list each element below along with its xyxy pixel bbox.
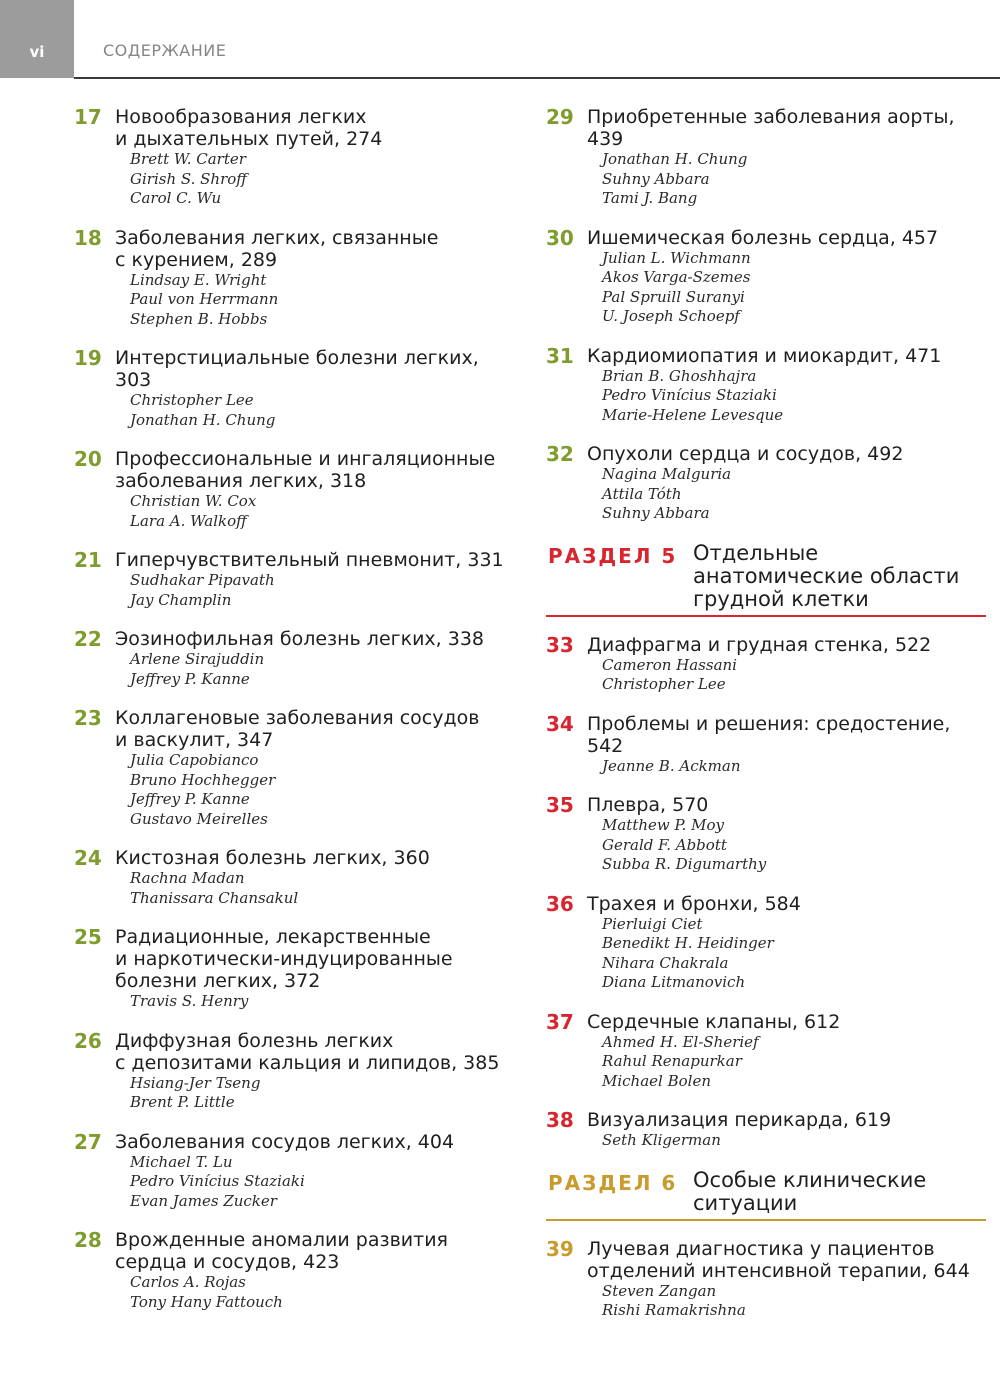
author-name: Pedro Vinícius Staziaki xyxy=(602,386,777,404)
author-name: Cameron Hassani xyxy=(602,655,737,674)
chapter-number: 29 xyxy=(546,105,574,129)
author-name: Pal Spruill Suranyi xyxy=(602,287,745,306)
author-name: Attila Tóth xyxy=(602,484,682,503)
author-name: Paul von Herrmann xyxy=(130,290,279,308)
author-name: Stephen B. Hobbs xyxy=(130,309,268,328)
chapter-title-line: Ишемическая болезнь сердца, 457 xyxy=(587,226,939,249)
chapter-title-line: Опухоли сердца и сосудов, 492 xyxy=(587,443,904,465)
chapter-title-line: Диафрагма и грудная стенка, 522 xyxy=(587,633,932,656)
chapter-number: 24 xyxy=(74,846,102,870)
chapter-number: 33 xyxy=(546,632,574,657)
toc-entry xyxy=(546,713,986,777)
chapter-number: 19 xyxy=(74,346,102,370)
author-name: Jeffrey P. Kanne xyxy=(130,669,250,688)
chapter-title-line: Гиперчувствительный пневмонит, 331 xyxy=(115,549,504,571)
chapter-number: 18 xyxy=(74,225,102,250)
author-name: Girish S. Shroff xyxy=(130,169,247,188)
author-name: Steven Zangan xyxy=(602,1281,717,1300)
toc-entry xyxy=(74,628,514,689)
author-name: Matthew P. Moy xyxy=(602,816,724,834)
toc-entry xyxy=(74,707,514,829)
chapter-title-line: Эозинофильная болезнь легких, 338 xyxy=(115,628,485,650)
section-6-heading xyxy=(546,1169,986,1226)
author-name: Arlene Sirajuddin xyxy=(130,650,265,668)
chapter-title-line: сердца и сосудов, 423 xyxy=(115,1251,340,1273)
author-name: Carol C. Wu xyxy=(130,189,222,207)
chapter-number: 22 xyxy=(74,627,102,651)
chapter-number: 20 xyxy=(74,447,102,471)
section-rule xyxy=(546,1219,986,1221)
chapter-title-line: Трахея и бронхи, 584 xyxy=(587,892,801,915)
chapter-title-line: Профессиональные и ингаляционные xyxy=(115,448,496,470)
toc-entry xyxy=(74,1229,514,1312)
author-name: Jonathan H. Chung xyxy=(602,150,748,168)
author-name: Lara A. Walkoff xyxy=(130,511,247,530)
toc-entry xyxy=(546,634,986,695)
section-title-line: Особые клинические xyxy=(693,1167,927,1192)
toc-entry xyxy=(546,794,986,875)
author-name: Brett W. Carter xyxy=(130,150,246,168)
chapter-number: 26 xyxy=(74,1028,102,1053)
toc-right-top xyxy=(546,106,986,524)
author-name: Christian W. Cox xyxy=(130,492,257,510)
section-title-line: Отдельные xyxy=(693,540,819,565)
author-name: Christopher Lee xyxy=(130,391,254,409)
author-name: Rachna Madan xyxy=(130,869,245,887)
author-name: Travis S. Henry xyxy=(130,992,249,1010)
section-title-line: ситуации xyxy=(693,1190,798,1215)
running-title: СОДЕРЖАНИЕ xyxy=(103,41,227,60)
chapter-title-line: Кардиомиопатия и миокардит, 471 xyxy=(587,344,942,367)
section-title xyxy=(693,1169,986,1215)
chapter-title-line: Новообразования легких xyxy=(115,106,367,128)
chapter-number: 23 xyxy=(74,706,102,730)
section-label: РАЗДЕЛ 6 xyxy=(548,1170,678,1195)
chapter-title-line: с депозитами кальция и липидов, 385 xyxy=(115,1051,500,1074)
chapter-number: 28 xyxy=(74,1228,102,1252)
chapter-number: 21 xyxy=(74,548,102,572)
author-name: Seth Kligerman xyxy=(602,1131,721,1149)
toc-entry xyxy=(74,227,514,330)
author-name: Jeffrey P. Kanne xyxy=(130,790,250,808)
chapter-number: 36 xyxy=(546,891,574,916)
author-name: Sudhakar Pipavath xyxy=(130,571,275,589)
toc-entry xyxy=(74,347,514,430)
toc-entry xyxy=(546,106,986,209)
author-name: Michael Bolen xyxy=(602,1071,711,1090)
chapter-title-line: отделений интенсивной терапии, 644 xyxy=(587,1259,970,1282)
chapter-title-line: Визуализация перикарда, 619 xyxy=(587,1109,892,1131)
author-name: Bruno Hochhegger xyxy=(130,770,276,789)
section-rule xyxy=(546,615,986,617)
chapter-number: 35 xyxy=(546,793,574,817)
chapter-title-line: заболевания легких, 318 xyxy=(115,470,367,492)
author-name: Subba R. Digumarthy xyxy=(602,855,767,873)
section-title-line: анатомические области xyxy=(693,563,960,588)
chapter-title-line: и наркотически-индуцированные xyxy=(115,948,453,970)
chapter-number: 34 xyxy=(546,711,574,736)
author-name: Brent P. Little xyxy=(130,1093,235,1111)
chapter-title-line: и дыхательных путей, 274 xyxy=(115,128,383,150)
author-name: Rishi Ramakrishna xyxy=(602,1301,746,1319)
author-name: Marie-Helene Levesque xyxy=(602,405,784,424)
author-name: Suhny Abbara xyxy=(602,169,710,188)
toc-right-mid xyxy=(546,634,986,1151)
toc-right-column xyxy=(546,106,986,1339)
author-name: Evan James Zucker xyxy=(130,1191,277,1210)
toc-entry xyxy=(546,345,986,426)
toc-right-bottom xyxy=(546,1238,986,1321)
author-name: Pedro Vinícius Staziaki xyxy=(130,1172,305,1190)
toc-entry xyxy=(74,1131,514,1212)
author-name: Pierluigi Ciet xyxy=(602,914,703,933)
toc-left-column xyxy=(74,106,514,1330)
chapter-title-line: Коллагеновые заболевания сосудов xyxy=(115,707,480,729)
author-name: Gustavo Meirelles xyxy=(130,809,268,828)
author-name: Akos Varga-Szemes xyxy=(602,268,751,286)
author-name: Brian B. Ghoshhajra xyxy=(602,366,757,385)
author-name: Jay Champlin xyxy=(130,590,232,609)
chapter-title-line: Приобретенные заболевания аорты, 439 xyxy=(587,106,955,150)
chapter-title-line: болезни легких, 372 xyxy=(115,970,321,992)
author-name: Ahmed H. El-Sherief xyxy=(602,1032,759,1051)
toc-entry xyxy=(74,847,514,908)
page-header xyxy=(0,0,1000,80)
author-name: Tony Hany Fattouch xyxy=(130,1292,283,1311)
author-name: Jonathan H. Chung xyxy=(130,410,276,429)
header-divider xyxy=(74,77,1000,79)
chapter-number: 39 xyxy=(546,1236,574,1261)
chapter-number: 31 xyxy=(546,343,574,368)
chapter-title-line: Врожденные аномалии развития xyxy=(115,1229,448,1251)
chapter-title-line: Интерстициальные болезни легких, 303 xyxy=(115,347,479,391)
author-name: Nagina Malguria xyxy=(602,465,732,483)
author-name: Nihara Chakrala xyxy=(602,953,729,972)
author-name: Rahul Renapurkar xyxy=(602,1052,742,1070)
author-name: Julian L. Wichmann xyxy=(602,248,751,267)
chapter-number: 17 xyxy=(74,105,102,129)
toc-entry xyxy=(546,1238,986,1321)
chapter-title-line: Проблемы и решения: средостение, xyxy=(587,712,951,735)
chapter-title-line: Кистозная болезнь легких, 360 xyxy=(115,847,430,869)
section-title xyxy=(693,542,986,611)
toc-entry xyxy=(74,549,514,610)
author-name: U. Joseph Schoepf xyxy=(602,307,740,325)
author-name: Suhny Abbara xyxy=(602,504,710,522)
author-name: Lindsay E. Wright xyxy=(130,270,267,289)
toc-entry xyxy=(546,893,986,993)
chapter-number: 27 xyxy=(74,1129,102,1154)
author-name: Christopher Lee xyxy=(602,675,726,693)
chapter-number: 37 xyxy=(546,1009,574,1034)
section-title-line: грудной клетки xyxy=(693,586,869,611)
chapter-title-line: Плевра, 570 xyxy=(587,794,709,816)
chapter-title-line: Лучевая диагностика у пациентов xyxy=(587,1237,935,1260)
toc-entry xyxy=(74,1030,514,1113)
chapter-number: 25 xyxy=(74,925,102,949)
author-name: Julia Capobianco xyxy=(130,751,259,769)
chapter-title-line: и васкулит, 347 xyxy=(115,729,274,751)
author-name: Gerald F. Abbott xyxy=(602,835,727,854)
author-name: Michael T. Lu xyxy=(130,1152,233,1171)
chapter-number: 32 xyxy=(546,442,574,466)
author-name: Hsiang-Jer Tseng xyxy=(130,1073,261,1092)
chapter-title-line: Заболевания сосудов легких, 404 xyxy=(115,1130,455,1153)
chapter-number: 38 xyxy=(546,1108,574,1132)
chapter-number: 30 xyxy=(546,225,574,250)
author-name: Diana Litmanovich xyxy=(602,973,746,991)
toc-entry xyxy=(546,443,986,524)
section-label: РАЗДЕЛ 5 xyxy=(548,543,678,568)
chapter-title-line: Сердечные клапаны, 612 xyxy=(587,1010,841,1033)
author-name: Benedikt H. Heidinger xyxy=(602,934,774,952)
toc-entry xyxy=(546,1109,986,1151)
chapter-title-line: с курением, 289 xyxy=(115,248,278,271)
section-5-heading xyxy=(546,542,986,622)
toc-entry xyxy=(546,227,986,327)
author-name: Thanissara Chansakul xyxy=(130,888,299,907)
author-name: Tami J. Bang xyxy=(602,189,698,207)
chapter-title-line: Заболевания легких, связанные xyxy=(115,226,439,249)
toc-entry xyxy=(546,1011,986,1092)
author-name: Jeanne B. Ackman xyxy=(602,756,741,775)
author-name: Carlos A. Rojas xyxy=(130,1273,246,1291)
chapter-title-line: Радиационные, лекарственные xyxy=(115,926,431,948)
toc-entry xyxy=(74,106,514,209)
toc-entry xyxy=(74,926,514,1012)
toc-entry xyxy=(74,448,514,531)
chapter-title-line: 542 xyxy=(587,734,624,757)
chapter-title-line: Диффузная болезнь легких xyxy=(115,1029,394,1052)
page-number-tab: vi xyxy=(0,0,74,78)
